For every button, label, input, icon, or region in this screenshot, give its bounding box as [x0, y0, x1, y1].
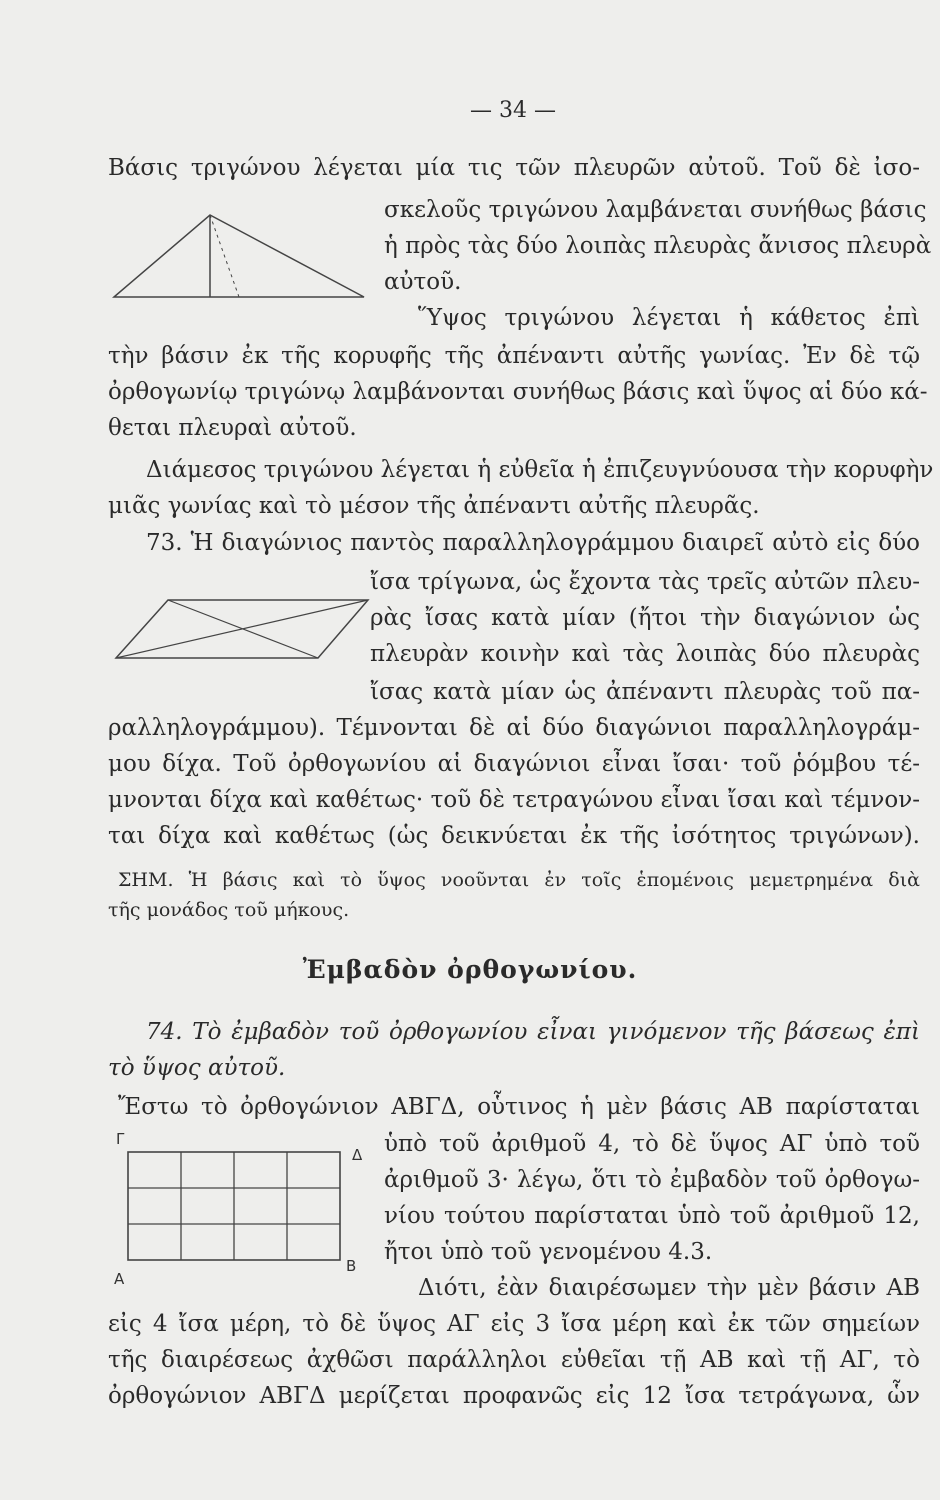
- text-line: μιᾶς γωνίας καὶ τὸ μέσον τῆς ἀπέναντι αὐτῆς πλευρᾶς.: [108, 493, 760, 519]
- text-line: 73. Ἡ διαγώνιος παντὸς παραλληλογράμμου διαιρεῖ αὐτὸ εἰς δύο: [146, 530, 920, 556]
- theorem-line: τὸ ὕψος αὐτοῦ.: [108, 1055, 286, 1081]
- note-line: ΣΗΜ. Ἡ βάσις καὶ τὸ ὕψος νοοῦνται ἐν τοῖς ἑπομένοις μεμετρημένα διὰ: [118, 869, 920, 891]
- text-line: πλευρὰν κοινὴν καὶ τὰς λοιπὰς δύο πλευρὰς: [370, 641, 920, 667]
- text-line: μου δίχα. Τοῦ ὀρθογωνίου αἱ διαγώνιοι εἶναι ἴσαι· τοῦ ῥόμβου τέ-: [108, 751, 920, 777]
- text-line: τῆς διαιρέσεως ἀχθῶσι παράλληλοι εὐθεῖαι τῇ ΑΒ καὶ τῇ ΑΓ, τὸ: [108, 1347, 920, 1373]
- theorem-line: 74. Τὸ ἐμβαδὸν τοῦ ὀρθογωνίου εἶναι γινόμενον τῆς βάσεως ἐπὶ: [146, 1019, 920, 1045]
- text-line: νίου τούτου παρίσταται ὑπὸ τοῦ ἀριθμοῦ 12,: [384, 1203, 920, 1229]
- text-line: Βάσις τριγώνου λέγεται μία τις τῶν πλευρῶν αὐτοῦ. Τοῦ δὲ ἰσο-: [108, 155, 920, 181]
- text-line: θεται πλευραὶ αὐτοῦ.: [108, 415, 357, 441]
- text-line: ἤτοι ὑπὸ τοῦ γενομένου 4.3.: [384, 1239, 713, 1265]
- text-line: αὐτοῦ.: [384, 269, 462, 295]
- note-line: τῆς μονάδος τοῦ μήκους.: [108, 899, 350, 921]
- text-line: ἴσας κατὰ μίαν ὡς ἀπέναντι πλευρὰς τοῦ πα-: [370, 679, 920, 705]
- parallelogram-diagonal-2: [116, 600, 368, 658]
- text-line: μνονται δίχα καὶ καθέτως· τοῦ δὲ τετραγώνου εἶναι ἴσαι καὶ τέμνον-: [108, 787, 920, 813]
- text-line: ρὰς ἴσας κατὰ μίαν (ἤτοι τὴν διαγώνιον ὡς: [370, 605, 920, 631]
- text-line: ἡ πρὸς τὰς δύο λοιπὰς πλευρὰς ἄνισος πλευρὰ: [384, 233, 932, 259]
- page-number: — 34 —: [470, 98, 556, 123]
- label-alpha: Α: [114, 1270, 125, 1288]
- label-gamma: Γ: [116, 1130, 125, 1148]
- text-line: Ὕψος τριγώνου λέγεται ἡ κάθετος ἐπὶ: [418, 305, 920, 331]
- section-heading: Ἐμβαδὸν ὀρθογωνίου.: [302, 955, 638, 984]
- text-line: ται δίχα καὶ καθέτως (ὡς δεικνύεται ἐκ τῆς ἰσότητος τριγώνων).: [108, 823, 920, 849]
- label-delta: Δ: [352, 1146, 363, 1164]
- text-line: Διότι, ἐὰν διαιρέσωμεν τὴν μὲν βάσιν ΑΒ: [418, 1275, 920, 1301]
- text-line: εἰς 4 ἴσα μέρη, τὸ δὲ ὕψος ΑΓ εἰς 3 ἴσα μέρη καὶ ἐκ τῶν σημείων: [108, 1311, 920, 1337]
- text-line: σκελοῦς τριγώνου λαμβάνεται συνήθως βάσις: [384, 197, 927, 223]
- triangle-outline: [114, 215, 364, 297]
- text-line: ἴσα τρίγωνα, ὡς ἔχοντα τὰς τρεῖς αὐτῶν πλευ-: [370, 569, 920, 595]
- text-line: Διάμεσος τριγώνου λέγεται ἡ εὐθεῖα ἡ ἐπιζευγνύουσα τὴν κορυφὴν: [146, 457, 934, 483]
- text-line: ραλληλογράμμου). Τέμνονται δὲ αἱ δύο διαγώνιοι παραλληλογράμ-: [108, 715, 920, 741]
- text-line: Ἔστω τὸ ὀρθογώνιον ΑΒΓΔ, οὗτινος ἡ μὲν βάσις ΑΒ παρίσταται: [118, 1094, 920, 1120]
- text-line: ὑπὸ τοῦ ἀριθμοῦ 4, τὸ δὲ ὕψος ΑΓ ὑπὸ τοῦ: [384, 1131, 920, 1157]
- text-line: τὴν βάσιν ἐκ τῆς κορυφῆς τῆς ἀπέναντι αὐτῆς γωνίας. Ἐν δὲ τῷ: [108, 343, 920, 369]
- text-line: ὀρθογωνίῳ τριγώνῳ λαμβάνονται συνήθως βάσις καὶ ὕψος αἱ δύο κά-: [108, 379, 928, 405]
- parallelogram-figure: [110, 592, 370, 667]
- text-line: ὀρθογώνιον ΑΒΓΔ μερίζεται προφανῶς εἰς 12 ἴσα τετράγωνα, ὧν: [108, 1383, 920, 1409]
- text-line: ἀριθμοῦ 3· λέγω, ὅτι τὸ ἐμβαδὸν τοῦ ὀρθογω-: [384, 1167, 920, 1193]
- triangle-figure: [112, 205, 382, 310]
- rectangle-grid-figure: [126, 1150, 346, 1265]
- label-beta: Β: [346, 1257, 357, 1275]
